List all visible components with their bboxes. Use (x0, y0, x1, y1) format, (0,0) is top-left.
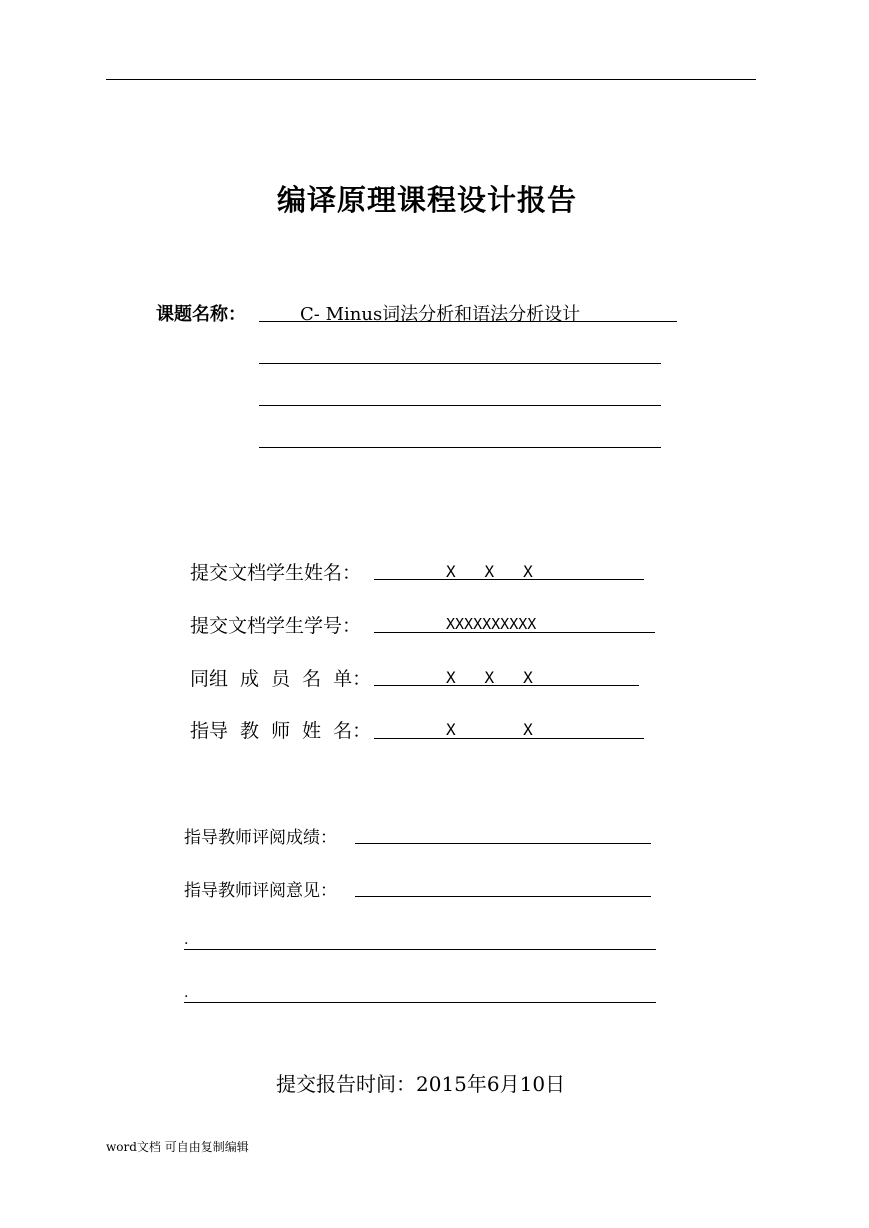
topic-underline-3[interactable] (259, 405, 661, 406)
topic-underline-1 (259, 321, 677, 322)
group-members-label: 同组 成 员 名 单： (190, 668, 372, 690)
student-name-label: 提交文档学生姓名： (190, 562, 362, 584)
footer-note: word文档 可自由复制编辑 (106, 1140, 249, 1154)
review-comment-line-2-dot: . (184, 932, 189, 948)
advisor-name-value[interactable]: X X (446, 720, 533, 739)
student-name-value[interactable]: X X X (446, 562, 533, 581)
review-grade-label: 指导教师评阅成绩： (184, 828, 337, 848)
submit-time: 提交报告时间：2015年6月10日 (276, 1072, 566, 1096)
review-grade-underline[interactable] (355, 843, 651, 844)
header-rule (106, 79, 756, 80)
topic-underline-4[interactable] (259, 447, 661, 448)
student-id-underline (374, 632, 655, 633)
topic-label: 课题名称： (156, 304, 246, 325)
topic-underline-2[interactable] (259, 363, 661, 364)
review-comment-label: 指导教师评阅意见： (184, 881, 337, 901)
review-comment-underline-2[interactable] (184, 949, 656, 950)
report-title: 编译原理课程设计报告 (276, 183, 577, 217)
review-comment-underline[interactable] (355, 896, 651, 897)
review-comment-underline-3[interactable] (184, 1002, 656, 1003)
student-name-underline (374, 579, 644, 580)
group-members-value[interactable]: X X X (446, 668, 533, 687)
topic-value[interactable]: C- Minus词法分析和语法分析设计 (300, 304, 581, 325)
student-id-label: 提交文档学生学号： (190, 615, 362, 637)
student-id-value[interactable]: XXXXXXXXXX (446, 615, 537, 633)
advisor-name-label: 指导 教 师 姓 名： (190, 720, 372, 742)
review-comment-line-3-dot: . (184, 985, 189, 1001)
advisor-name-underline (374, 738, 644, 739)
group-members-underline (374, 685, 639, 686)
